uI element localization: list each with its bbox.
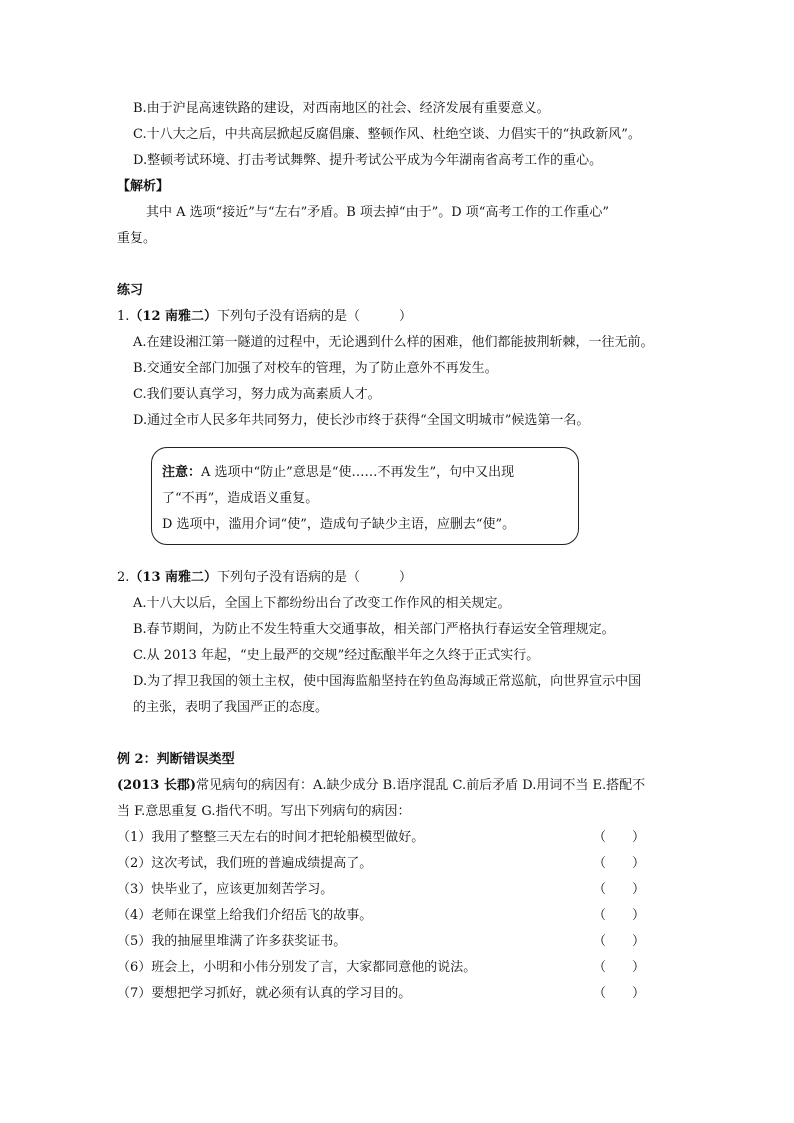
example-2-intro-line2: 当 F.意思重复 G.指代不明。写出下列病句的病因： [117,804,411,819]
note-label: 注意： [162,465,202,480]
option-d-prev: D.整顿考试环境、打击考试舞弊、提升考试公平成为今年湖南省高考工作的重心。 [133,153,603,168]
item-number: （4） [117,908,152,923]
item-number: （6） [117,960,152,975]
item-text: 我用了整整三天左右的时间才把轮船模型做好。 [151,830,425,845]
item-number: （2） [117,856,152,871]
item-number: （1） [117,830,152,845]
note-box [151,447,579,545]
example-2-heading: 例 2：判断错误类型 [117,752,235,767]
question-source: （13 南雅二） [129,570,218,585]
item-text: 班会上，小明和小伟分别发了言，大家都同意他的说法。 [151,960,477,975]
answer-blank-2: （ ） [593,856,646,871]
item-text: 要想把学习抓好，就必须有认真的学习目的。 [151,986,412,1001]
item-text: 老师在课堂上给我们介绍岳飞的故事。 [151,908,373,923]
answer-blank-7: （ ） [593,986,646,1001]
item-number: （5） [117,934,152,949]
answer-blank-6: （ ） [593,960,646,975]
question-1-stem [117,308,412,326]
question-number: 1. [117,309,130,324]
answer-blank-3: （ ） [593,882,646,897]
item-number: （3） [117,882,152,897]
item-text: 我的抽屉里堆满了许多获奖证书。 [151,934,347,949]
q2-option-a: A.十八大以后，全国上下都纷纷出台了改变工作作风的相关规定。 [133,596,511,611]
note-text-1: A 选项中“防止”意思是“使……不再发生”，句中又出现 [201,465,515,480]
question-text: 下列句子没有语病的是（ ） [217,309,413,324]
item-text: 快毕业了，应该更加刻苦学习。 [151,882,334,897]
q2-option-d-cont: 的主张，表明了我国严正的态度。 [133,700,329,715]
item-text: 这次考试，我们班的普遍成绩提高了。 [151,856,373,871]
sentence-item-3 [117,881,333,899]
sentence-item-1 [117,829,424,847]
answer-blank-4: （ ） [593,908,646,923]
practice-heading: 练习 [117,283,144,298]
analysis-heading: 【解析】 [117,179,170,194]
analysis-text-line2: 重复。 [117,231,157,246]
note-line3: D 选项中，滥用介词“使”，造成句子缺少主语，应删去“使”。 [162,517,516,532]
example-2-intro-line1 [117,777,645,795]
item-number: （7） [117,986,152,1001]
note-line1 [162,464,514,482]
q1-option-d: D.通过全市人民多年共同努力，使长沙市终于获得“全国文明城市”候选第一名。 [133,413,590,428]
option-c-prev: C.十八大之后，中共高层掀起反腐倡廉、整顿作风、杜绝空谈、力倡实干的“执政新风”。 [133,127,641,142]
sentence-item-2 [117,855,372,873]
answer-blank-1: （ ） [593,830,646,845]
analysis-text-line1: 其中 A 选项“接近”与“左右”矛盾。B 项去掉“由于”。D 项“高考工作的工作重心” [146,205,610,220]
sentence-item-5 [117,933,346,951]
question-2-stem [117,569,412,587]
q1-option-c: C.我们要认真学习，努力成为高素质人才。 [133,387,381,402]
q2-option-c: C.从 2013 年起，“史上最严的交规”经过酝酿半年之久终于正式实行。 [133,648,540,663]
sentence-item-4 [117,907,372,925]
question-number: 2. [117,570,130,585]
example-2-intro: 常见病句的病因有：A.缺少成分 B.语序混乱 C.前后矛盾 D.用词不当 E.搭配不 [196,778,646,793]
q1-option-a: A.在建设湘江第一隧道的过程中，无论遇到什么样的困难，他们都能披荆斩棘，一往无前。 [133,335,654,350]
q1-option-b: B.交通安全部门加强了对校车的管理，为了防止意外不再发生。 [133,361,498,376]
q2-option-d: D.为了捍卫我国的领土主权，使中国海监船坚持在钓鱼岛海域正常巡航，向世界宣示中国 [133,674,642,689]
sentence-item-7 [117,985,411,1003]
note-line2: 了“不再”，造成语义重复。 [162,491,319,506]
answer-blank-5: （ ） [593,934,646,949]
q2-option-b: B.春节期间，为防止不发生特重大交通事故，相关部门严格执行春运安全管理规定。 [133,622,615,637]
option-b-prev: B.由于沪昆高速铁路的建设，对西南地区的社会、经济发展有重要意义。 [133,101,550,116]
question-text: 下列句子没有语病的是（ ） [217,570,413,585]
example-2-source: (2013 长郡) [117,778,197,793]
sentence-item-6 [117,959,476,977]
question-source: （12 南雅二） [129,309,218,324]
